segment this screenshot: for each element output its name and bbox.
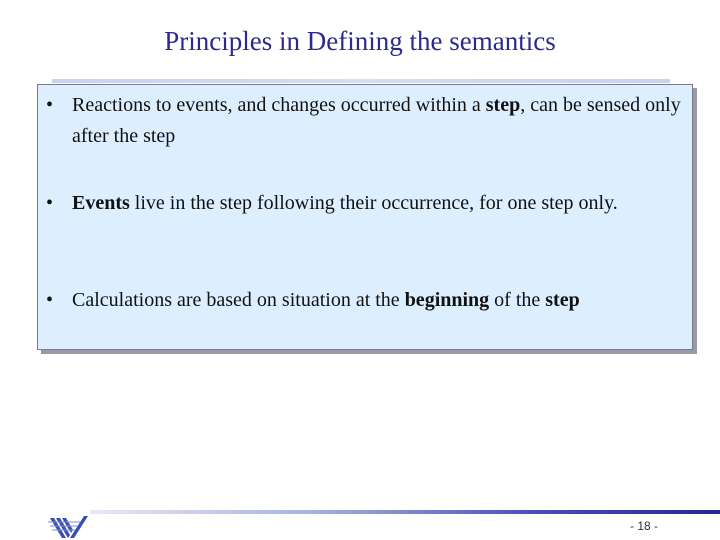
bold-term: Events: [72, 192, 130, 214]
bullet-item: [38, 188, 688, 219]
footer-line: [90, 510, 720, 514]
bullet-text: [72, 90, 688, 152]
bold-term: beginning: [404, 289, 490, 311]
bullet-marker: •: [46, 192, 54, 214]
bullet-marker: •: [46, 289, 54, 311]
text-run: Reactions to events, and changes occurred within a: [72, 94, 486, 116]
bullet-item: [38, 285, 688, 316]
bullet-text: [72, 188, 688, 219]
text-run: live in the step following their occurrence, for one step only.: [129, 192, 618, 214]
text-run: , can be sensed only after the step: [72, 94, 681, 147]
page-number: - 18 -: [629, 519, 658, 533]
content-box: [37, 84, 693, 350]
text-run: of the: [489, 289, 546, 311]
slide-title: Principles in Defining the semantics: [164, 26, 556, 56]
title-underline: [52, 79, 670, 83]
bullet-item: [38, 90, 688, 152]
bold-term: step: [485, 94, 521, 116]
bullet-text: [72, 285, 688, 316]
institution-logo-icon: [46, 512, 90, 540]
bullet-marker: •: [46, 94, 54, 116]
text-run: Calculations are based on situation at the: [72, 289, 405, 311]
bold-term: step: [545, 289, 580, 311]
